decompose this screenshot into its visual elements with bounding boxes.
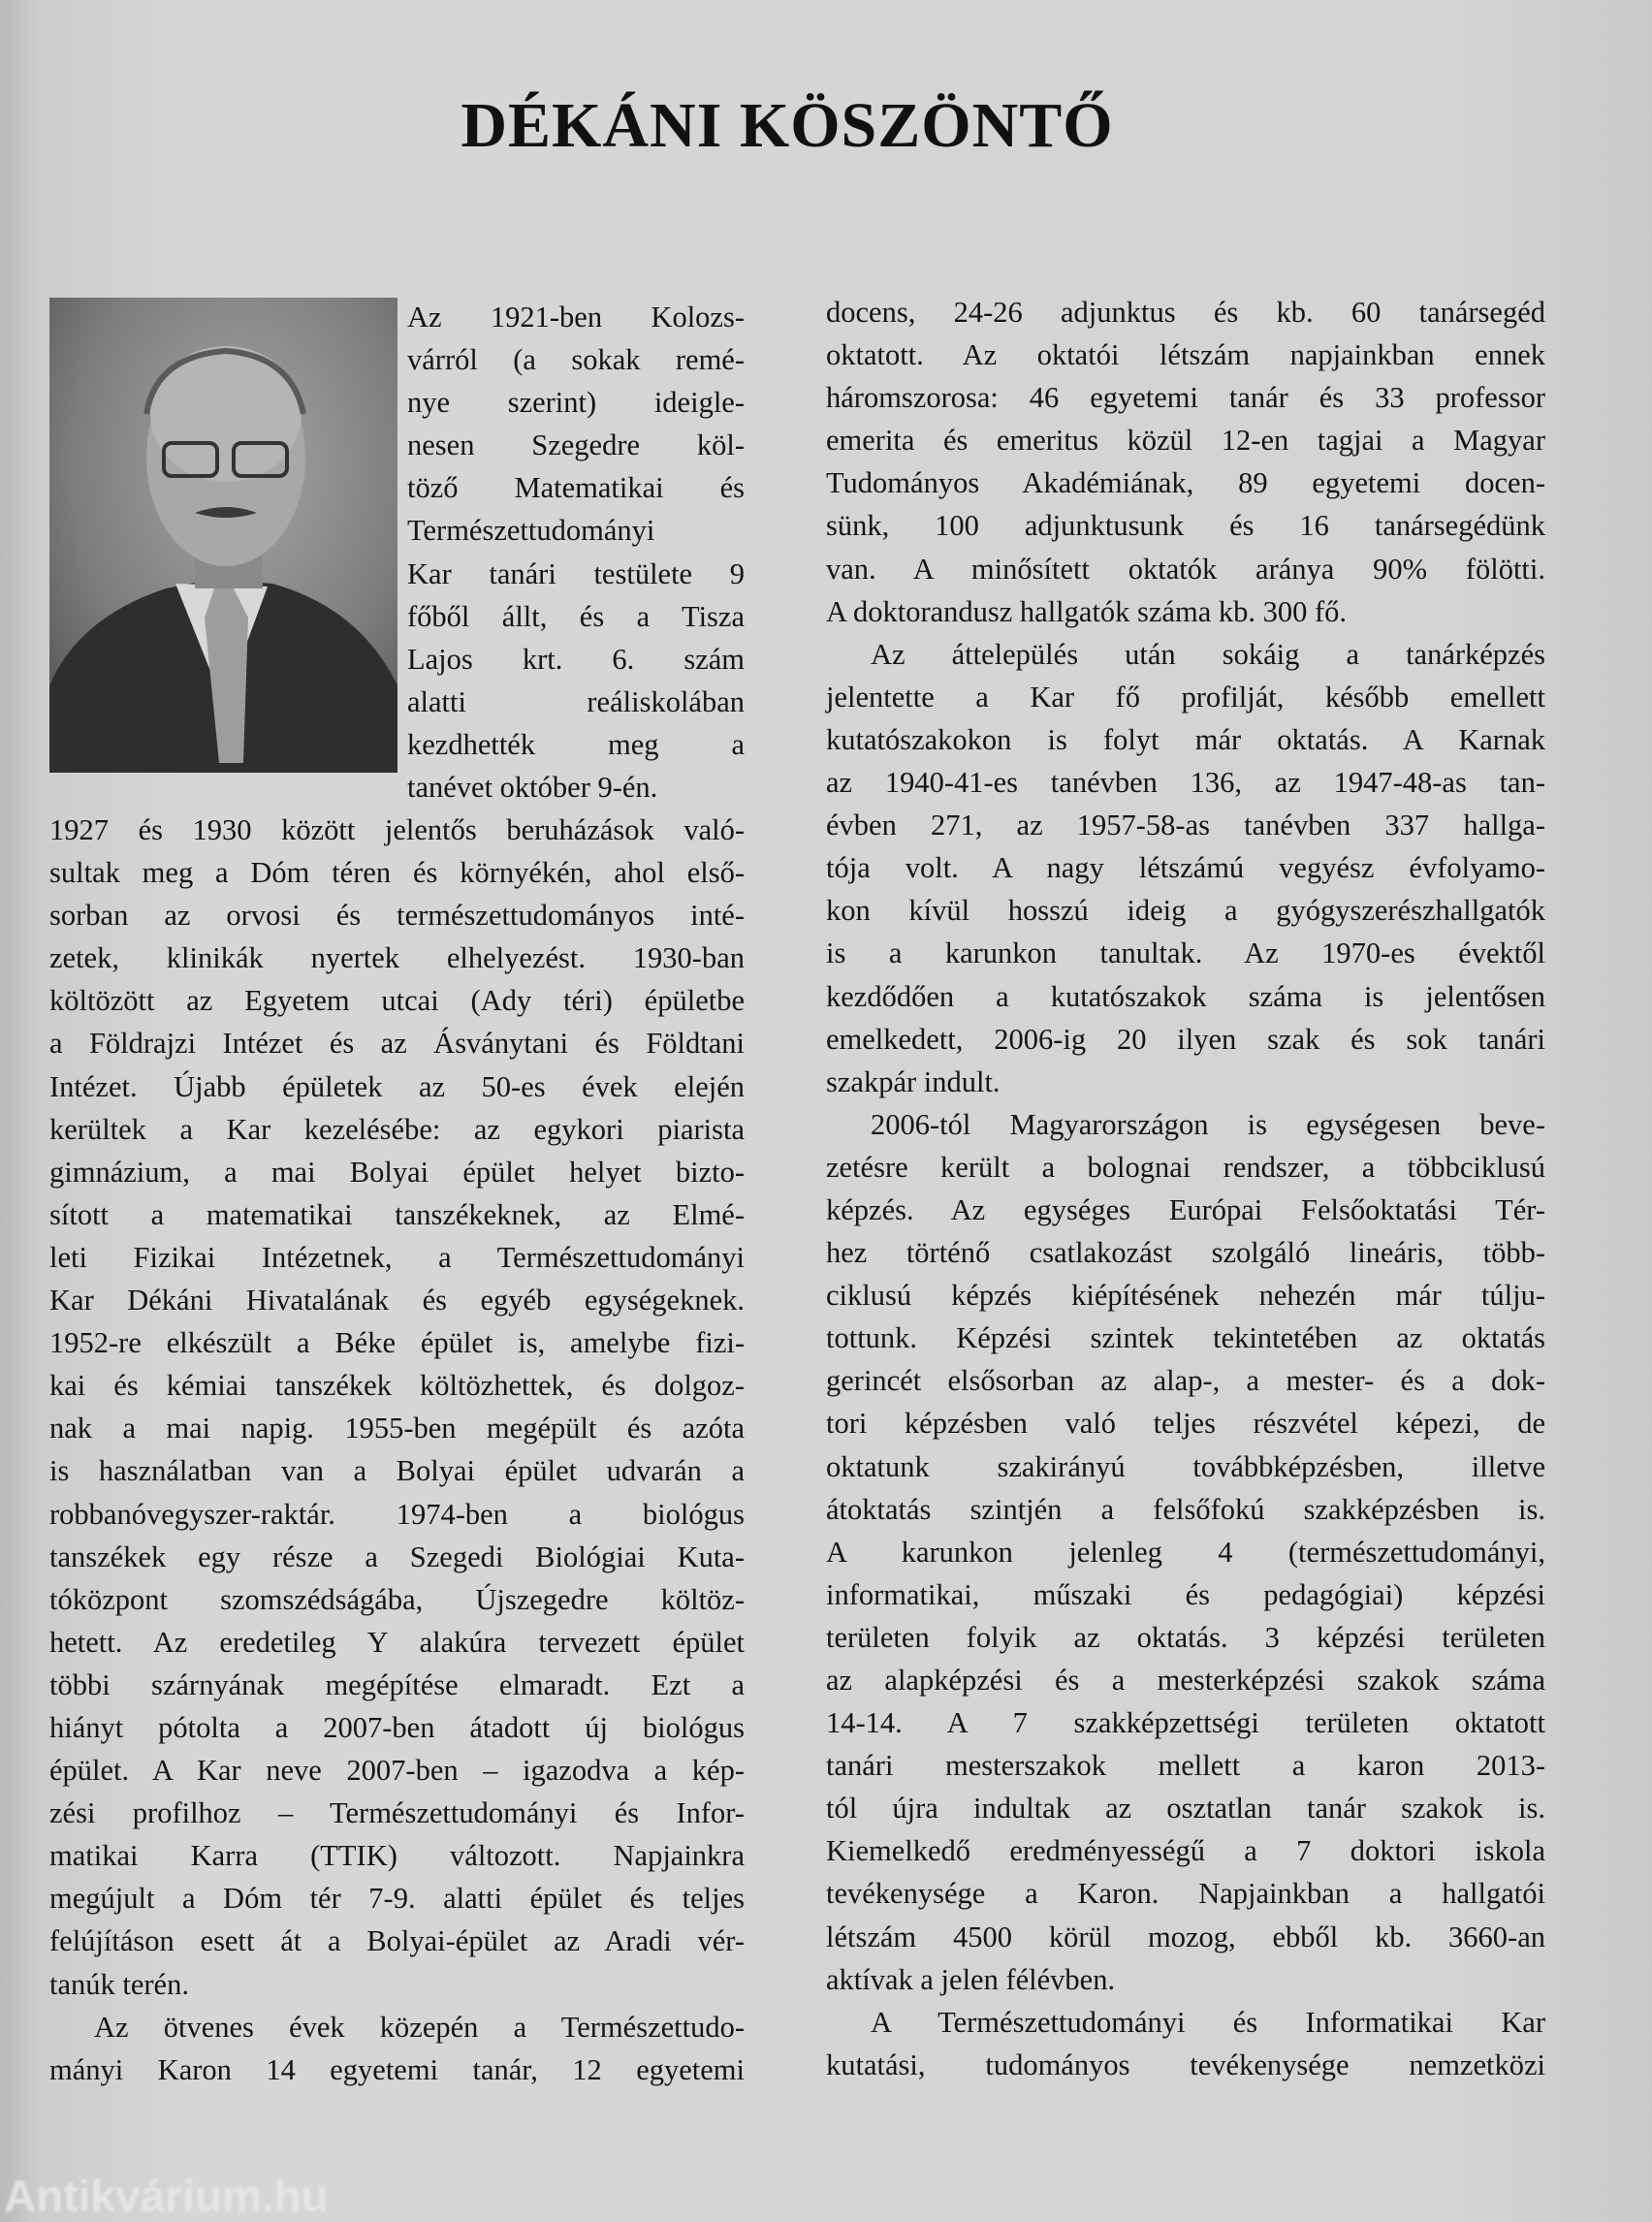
text-line: kezdhették meg a: [407, 727, 745, 761]
text-line: 1952-re elkészült a Béke épület is, amelybe fizi-: [49, 1326, 745, 1360]
text-line: tanévet október 9-én.: [407, 771, 658, 805]
portrait-image: [49, 298, 397, 773]
text-line: informatikai, műszaki és pedagógiai) képzési: [826, 1577, 1545, 1611]
text-line: zetésre került a bolognai rendszer, a többciklusú: [826, 1150, 1545, 1184]
text-line: sított a matematikai tanszékeknek, az Elmé-: [49, 1197, 745, 1231]
text-line: hetett. Az eredetileg Y alakúra tervezett épület: [49, 1625, 745, 1659]
page-title: DÉKÁNI KÖSZÖNTŐ: [461, 90, 1114, 161]
text-line: hez történő csatlakozást szolgáló lineáris, több-: [826, 1236, 1545, 1270]
text-line: jelentette a Kar fő profilját, később emellett: [826, 680, 1545, 714]
text-line: évben 271, az 1957-58-as tanévben 337 hallga-: [826, 809, 1545, 842]
text-line: kutatási, tudományos tevékenysége nemzetközi: [826, 2047, 1545, 2081]
text-line: tól újra indultak az osztatlan tanár szakok is.: [826, 1792, 1545, 1825]
text-line: tanári mesterszakok mellett a karon 2013-: [826, 1749, 1545, 1783]
text-line: főből állt, és a Tisza: [407, 599, 745, 633]
text-line: épület. A Kar neve 2007-ben – igazodva a kép-: [49, 1754, 745, 1788]
text-line: Az 1921-ben Kolozs-: [407, 301, 745, 333]
text-line: átoktatás szintjén a felsőfokú szakképzésben is.: [826, 1492, 1545, 1526]
text-line: Kiemelkedő eredményességű a 7 doktori iskola: [826, 1834, 1545, 1868]
text-line: Természettudományi: [407, 514, 655, 548]
text-line: létszám 4500 körül mozog, ebből kb. 3660-an: [826, 1920, 1545, 1953]
text-line: a Földrajzi Intézet és az Ásványtani és Földtani: [49, 1027, 745, 1061]
text-line: nesen Szegedre köl-: [407, 429, 745, 462]
text-line: Az áttelepülés után sokáig a tanárképzés: [871, 637, 1545, 671]
text-line: tevékenysége a Karon. Napjainkban a hallgatói: [826, 1877, 1545, 1911]
text-line: tóközpont szomszédságába, Újszegedre költöz-: [49, 1582, 745, 1616]
text-line: oktatott. Az oktatói létszám napjainkban ennek: [826, 338, 1545, 372]
text-line: felújításon esett át a Bolyai-épület az Aradi vér-: [49, 1924, 745, 1958]
text-line: költözött az Egyetem utcai (Ady téri) épületbe: [49, 984, 745, 1018]
text-line: 14-14. A 7 szakképzettségi területen oktatott: [826, 1706, 1545, 1740]
text-line: tanszékek egy része a Szegedi Biológiai Kuta-: [49, 1540, 745, 1573]
text-line: sünk, 100 adjunktusunk és 16 tanársegédünk: [826, 509, 1545, 543]
text-line: többi szárnyának megépítése elmaradt. Ezt a: [49, 1667, 745, 1701]
text-line: kutatószakokon is folyt már oktatás. A Karnak: [826, 722, 1545, 756]
text-line: kon kívül hosszú ideig a gyógyszerészhallgatók: [826, 894, 1545, 928]
text-line: oktatunk szakirányú továbbképzésben, illetve: [826, 1449, 1545, 1483]
text-line: ciklusú képzés kiépítésének nehezén már túlju-: [826, 1279, 1545, 1313]
text-line: alatti reáliskolában: [407, 684, 745, 718]
text-line: nak a mai napig. 1955-ben megépült és azóta: [49, 1412, 745, 1445]
right-column: [826, 291, 1545, 2086]
text-line: A karunkon jelenleg 4 (természettudományi,: [826, 1535, 1545, 1569]
text-line: tanúk terén.: [49, 1967, 189, 2001]
text-line: Kar tanári testülete 9: [407, 556, 745, 590]
text-line: is használatban van a Bolyai épület udvarán a: [49, 1454, 745, 1488]
text-line: kezdődően a kutatószakok száma is jelentősen: [826, 979, 1545, 1013]
text-line: leti Fizikai Intézetnek, a Természettudományi: [49, 1240, 745, 1274]
dean-portrait-photo: [49, 298, 397, 773]
text-line: zési profilhoz – Természettudományi és Infor-: [49, 1796, 745, 1830]
text-line: képzés. Az egységes Európai Felsőoktatási Tér-: [826, 1192, 1545, 1226]
text-line: tottunk. Képzési szintek tekintetében az oktatás: [826, 1321, 1545, 1355]
text-line: várról (a sokak remé-: [407, 343, 745, 377]
text-line: gimnázium, a mai Bolyai épület helyet bizto-: [49, 1155, 745, 1189]
text-line: 2006-tól Magyarországon is egységesen beve-: [871, 1107, 1545, 1141]
text-line: gerincét elsősorban az alap-, a mester- és a dok-: [826, 1364, 1545, 1398]
text-line: mányi Karon 14 egyetemi tanár, 12 egyetemi: [49, 2052, 745, 2086]
text-line: zetek, klinikák nyertek elhelyezést. 1930-ban: [49, 941, 745, 975]
text-line: megújult a Dóm tér 7-9. alatti épület és teljes: [49, 1882, 745, 1916]
text-line: szakpár indult.: [826, 1064, 1001, 1098]
text-line: az 1940-41-es tanévben 136, az 1947-48-as tan-: [826, 766, 1545, 800]
text-line: Tudományos Akadémiának, 89 egyetemi docen-: [826, 466, 1545, 500]
watermark: Antikvárium.hu: [4, 2171, 329, 2221]
text-line: is a karunkon tanultak. Az 1970-es évektől: [826, 936, 1545, 970]
text-line: emelkedett, 2006-ig 20 ilyen szak és sok tanári: [826, 1022, 1545, 1056]
text-line: A Természettudományi és Informatikai Kar: [871, 2005, 1545, 2039]
text-line: az alapképzési és a mesterképzési szakok száma: [826, 1664, 1545, 1697]
text-line: töző Matematikai és: [407, 471, 745, 505]
text-line: kerültek a Kar kezelésébe: az egykori piarista: [49, 1112, 745, 1146]
text-line: aktívak a jelen félévben.: [826, 1962, 1116, 1996]
text-line: 1927 és 1930 között jelentős beruházások való-: [49, 813, 745, 846]
text-line: tója volt. A nagy létszámú vegyész évfolyamo-: [826, 851, 1545, 885]
text-line: sultak meg a Dóm téren és környékén, ahol első-: [49, 856, 745, 890]
text-line: Intézet. Újabb épületek az 50-es évek elején: [49, 1069, 745, 1103]
text-line: emerita és emeritus közül 12-en tagjai a Magyar: [826, 424, 1545, 458]
text-line: docens, 24-26 adjunktus és kb. 60 tanársegéd: [826, 296, 1545, 329]
text-line: területen folyik az oktatás. 3 képzési területen: [826, 1620, 1545, 1654]
text-line: hiányt pótolta a 2007-ben átadott új biológus: [49, 1710, 745, 1744]
text-line: matikai Karra (TTIK) változott. Napjainkra: [49, 1839, 745, 1873]
text-line: Kar Dékáni Hivatalának és egyéb egységeknek.: [49, 1284, 745, 1317]
text-line: kai és kémiai tanszékek költözhettek, és dolgoz-: [49, 1369, 745, 1403]
left-column: [49, 809, 745, 2091]
text-line: A doktorandusz hallgatók száma kb. 300 fő.: [826, 594, 1348, 628]
text-line: robbanóvegyszer-raktár. 1974-ben a biológus: [49, 1497, 745, 1531]
text-line: Lajos krt. 6. szám: [407, 642, 745, 676]
text-line: tori képzésben való teljes részvétel képezi, de: [826, 1407, 1545, 1441]
text-line: Az ötvenes évek közepén a Természettudo-: [94, 2010, 745, 2044]
text-line: sorban az orvosi és természettudományos inté-: [49, 899, 745, 933]
text-line: nye szerint) ideigle-: [407, 386, 745, 420]
text-line: háromszorosa: 46 egyetemi tanár és 33 professor: [826, 381, 1545, 415]
left-column-beside-photo: [407, 296, 745, 809]
text-line: van. A minősített oktatók aránya 90% fölötti.: [826, 552, 1545, 586]
